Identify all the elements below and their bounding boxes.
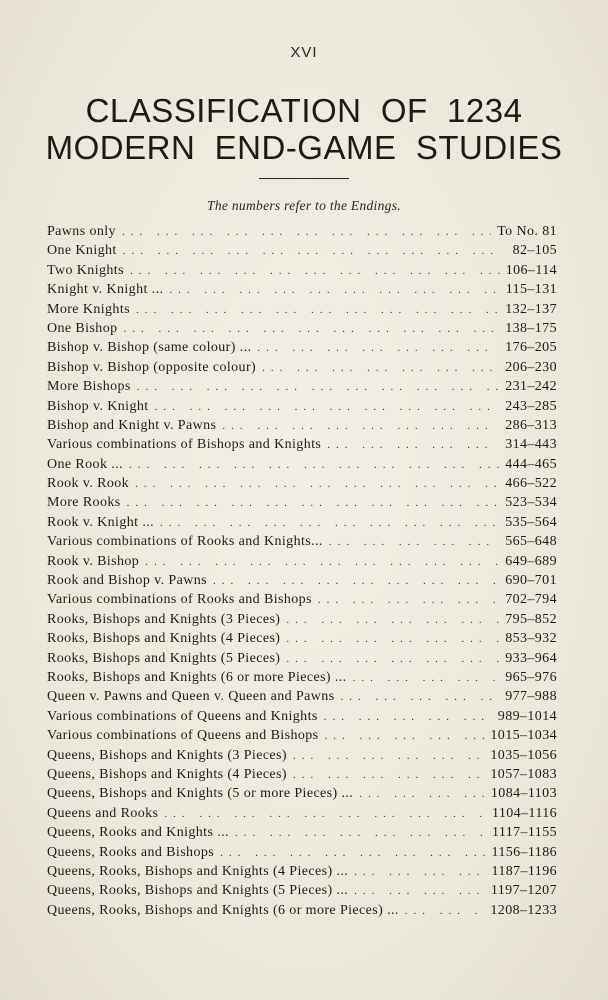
- entry-range: 535–564: [505, 514, 557, 530]
- entry-label: Rooks, Bishops and Knights (5 Pieces): [47, 650, 281, 666]
- title-line-2: MODERN END-GAME STUDIES: [45, 129, 563, 166]
- leader-dots: [145, 556, 499, 568]
- list-item: [47, 224, 557, 243]
- entry-range: 176–205: [505, 340, 557, 356]
- entry-label: Pawns only: [47, 224, 116, 239]
- leader-dots: [329, 536, 499, 548]
- entry-range: 853–932: [505, 631, 557, 647]
- entry-label: Bishop v. Bishop (same colour) ...: [47, 340, 252, 356]
- entry-range: 1117–1155: [491, 825, 557, 841]
- leader-dots: [293, 769, 484, 781]
- leader-dots: [341, 691, 500, 703]
- entry-label: Various combinations of Queens and Knights: [47, 708, 318, 724]
- list-item: [47, 457, 557, 476]
- leader-dots: [130, 265, 500, 277]
- leader-dots: [235, 827, 486, 839]
- entry-label: Various combinations of Rooks and Knights...: [47, 534, 323, 550]
- entry-label: Queens, Rooks, Bishops and Knights (6 or more Pieces) ...: [47, 902, 399, 918]
- entry-label: Rook and Bishop v. Pawns: [47, 573, 207, 589]
- list-item: [47, 282, 557, 301]
- entry-label: More Rooks: [47, 495, 121, 511]
- list-item: [47, 573, 557, 592]
- leader-dots: [164, 808, 486, 820]
- list-item: [47, 845, 557, 864]
- entry-label: Two Knights: [47, 262, 124, 278]
- entry-label: Bishop v. Knight: [47, 398, 149, 414]
- title-divider: [259, 178, 349, 179]
- leader-dots: [122, 226, 491, 238]
- entry-label: Various combinations of Bishops and Knights: [47, 437, 322, 453]
- leader-dots: [155, 401, 500, 413]
- entry-range: 989–1014: [497, 708, 557, 724]
- entry-range: 138–175: [505, 320, 557, 336]
- entry-label: Queens, Bishops and Knights (5 or more Pieces) ...: [47, 786, 354, 802]
- leader-dots: [222, 420, 499, 432]
- leader-dots: [257, 342, 499, 354]
- leader-dots: [359, 788, 485, 800]
- entry-label: Bishop v. Bishop (opposite colour): [47, 359, 257, 375]
- entry-label: Queens, Bishops and Knights (4 Pieces): [47, 766, 287, 782]
- entry-label: More Knights: [47, 301, 130, 317]
- leader-dots: [286, 653, 499, 665]
- list-item: [47, 748, 557, 767]
- entry-range: 1084–1103: [490, 786, 557, 802]
- entry-range: To No. 81: [497, 224, 557, 239]
- entry-range: 106–114: [505, 262, 557, 278]
- leader-dots: [262, 362, 499, 374]
- leader-dots: [220, 847, 485, 859]
- page-number: XVI: [290, 44, 318, 61]
- list-item: [47, 728, 557, 747]
- list-item: [47, 786, 557, 805]
- list-item: [47, 379, 557, 398]
- entry-label: Queens, Rooks and Knights ...: [47, 825, 229, 841]
- entry-label: One Rook ...: [47, 456, 123, 472]
- entry-range: 466–522: [505, 476, 557, 492]
- leader-dots: [327, 439, 499, 451]
- list-item: [47, 340, 557, 359]
- list-item: [47, 360, 557, 379]
- leader-dots: [135, 478, 499, 490]
- entry-range: 1197–1207: [490, 883, 557, 899]
- leader-dots: [325, 730, 485, 742]
- leader-dots: [354, 866, 485, 878]
- list-item: [47, 321, 557, 340]
- entry-range: 965–976: [505, 669, 557, 685]
- entry-range: 702–794: [505, 592, 557, 608]
- list-item: [47, 534, 557, 553]
- classification-list: [47, 224, 557, 922]
- leader-dots: [293, 750, 484, 762]
- entry-range: 132–137: [505, 301, 557, 317]
- leader-dots: [124, 323, 500, 335]
- list-item: [47, 864, 557, 883]
- list-item: [47, 612, 557, 631]
- leader-dots: [286, 614, 499, 626]
- entry-range: 115–131: [505, 282, 557, 298]
- leader-dots: [129, 459, 499, 471]
- entry-range: 1187–1196: [491, 863, 557, 879]
- leader-dots: [354, 885, 485, 897]
- list-item: [47, 437, 557, 456]
- entry-range: 795–852: [505, 611, 557, 627]
- entry-label: Rooks, Bishops and Knights (4 Pieces): [47, 631, 281, 647]
- entry-range: 1156–1186: [491, 844, 557, 860]
- entry-range: 314–443: [505, 437, 557, 453]
- entry-label: Rook v. Rook: [47, 476, 130, 492]
- entry-range: 444–465: [505, 456, 557, 472]
- list-item: [47, 302, 557, 321]
- list-item: [47, 476, 557, 495]
- entry-label: Bishop and Knight v. Pawns: [47, 417, 217, 433]
- leader-dots: [286, 633, 499, 645]
- leader-dots: [213, 575, 499, 587]
- entry-label: Rooks, Bishops and Knights (6 or more Pieces) ...: [47, 669, 347, 685]
- entry-range: 1104–1116: [491, 805, 557, 821]
- list-item: [47, 651, 557, 670]
- list-item: [47, 243, 557, 262]
- entry-label: Various combinations of Queens and Bishops: [47, 728, 319, 744]
- entry-range: 649–689: [505, 553, 557, 569]
- list-item: [47, 883, 557, 902]
- list-item: [47, 263, 557, 282]
- entry-label: More Bishops: [47, 379, 131, 395]
- list-item: [47, 631, 557, 650]
- subtitle-note: The numbers refer to the Endings.: [207, 198, 401, 213]
- leader-dots: [123, 245, 507, 257]
- entry-label: Queens, Rooks, Bishops and Knights (4 Pieces) ...: [47, 863, 349, 879]
- list-item: [47, 806, 557, 825]
- list-item: [47, 767, 557, 786]
- entry-label: Queen v. Pawns and Queen v. Queen and Pawns: [47, 689, 335, 705]
- leader-dots: [405, 905, 485, 917]
- entry-range: 1035–1056: [490, 747, 557, 763]
- page-title: [0, 92, 608, 166]
- list-item: [47, 495, 557, 514]
- leader-dots: [324, 711, 492, 723]
- entry-label: Knight v. Knight ...: [47, 282, 164, 298]
- entry-range: 1015–1034: [490, 728, 557, 744]
- entry-range: 286–313: [505, 417, 557, 433]
- leader-dots: [137, 381, 499, 393]
- list-item: [47, 515, 557, 534]
- entry-range: 690–701: [505, 573, 557, 589]
- list-item: [47, 709, 557, 728]
- entry-range: 231–242: [505, 379, 557, 395]
- entry-label: Rook v. Bishop: [47, 553, 140, 569]
- list-item: [47, 399, 557, 418]
- entry-label: Queens and Rooks: [47, 805, 159, 821]
- leader-dots: [160, 517, 499, 529]
- entry-label: One Bishop: [47, 320, 118, 336]
- entry-range: 977–988: [505, 689, 557, 705]
- entry-label: One Knight: [47, 243, 117, 259]
- entry-range: 206–230: [505, 359, 557, 375]
- leader-dots: [169, 284, 499, 296]
- leader-dots: [127, 497, 500, 509]
- list-item: [47, 670, 557, 689]
- leader-dots: [353, 672, 500, 684]
- entry-label: Queens, Rooks and Bishops: [47, 844, 215, 860]
- list-item: [47, 418, 557, 437]
- entry-label: Queens, Rooks, Bishops and Knights (5 Pieces) ...: [47, 883, 349, 899]
- entry-label: Rooks, Bishops and Knights (3 Pieces): [47, 611, 281, 627]
- list-item: [47, 903, 557, 922]
- list-item: [47, 554, 557, 573]
- list-item: [47, 689, 557, 708]
- entry-range: 565–648: [505, 534, 557, 550]
- leader-dots: [318, 594, 499, 606]
- entry-range: 933–964: [505, 650, 557, 666]
- list-item: [47, 592, 557, 611]
- entry-range: 1057–1083: [490, 766, 557, 782]
- entry-range: 1208–1233: [490, 902, 557, 918]
- title-line-1: CLASSIFICATION OF 1234: [85, 92, 523, 129]
- entry-label: Queens, Bishops and Knights (3 Pieces): [47, 747, 287, 763]
- entry-range: 243–285: [505, 398, 557, 414]
- leader-dots: [136, 304, 499, 316]
- entry-label: Rook v. Knight ...: [47, 514, 155, 530]
- entry-range: 82–105: [512, 243, 557, 259]
- list-item: [47, 825, 557, 844]
- entry-range: 523–534: [505, 495, 557, 511]
- entry-label: Various combinations of Rooks and Bishops: [47, 592, 312, 608]
